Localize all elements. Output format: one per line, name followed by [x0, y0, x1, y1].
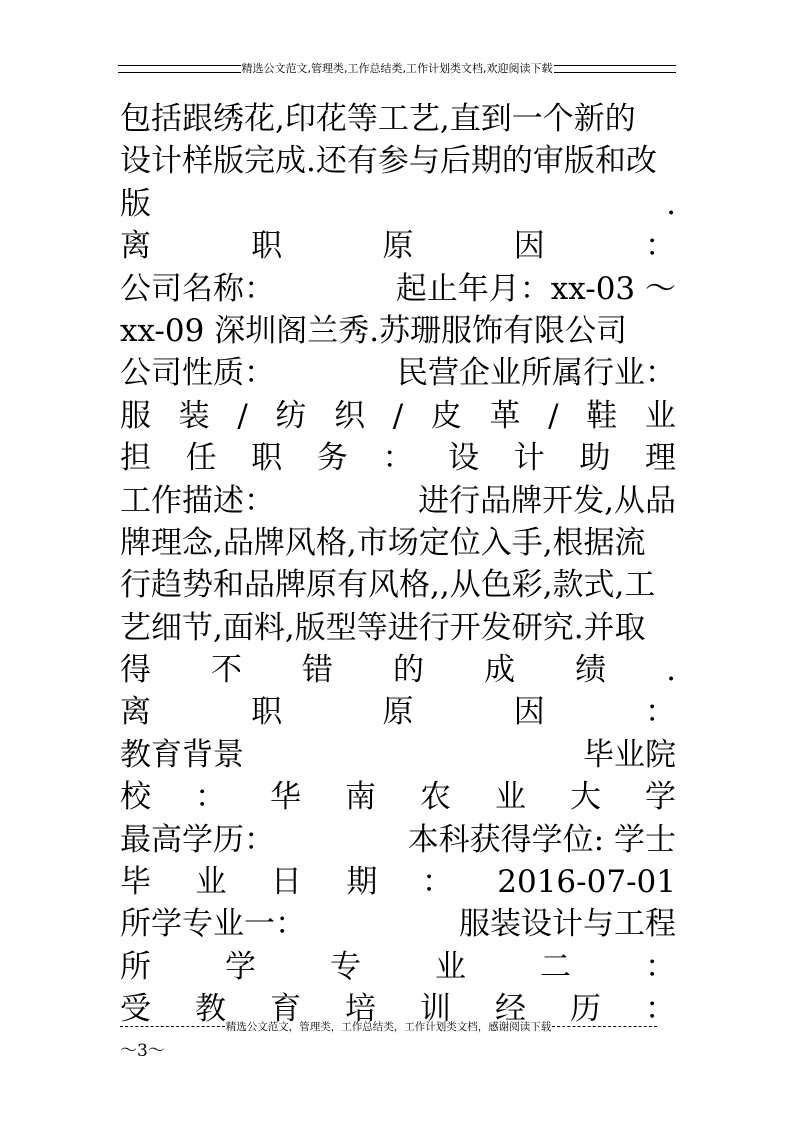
text-line	[120, 225, 676, 267]
text-segment: .	[666, 652, 676, 689]
text-line	[120, 776, 676, 818]
text-line	[120, 607, 676, 649]
text-segment: 专	[330, 948, 361, 985]
text-line	[120, 861, 676, 903]
text-line	[120, 352, 676, 394]
text-segment: 职	[251, 694, 283, 731]
text-segment: xx-09 深圳阁兰秀.苏珊服饰有限公司	[120, 312, 628, 349]
text-segment: 教育背景	[120, 736, 244, 773]
text-segment: ：	[382, 440, 414, 477]
footer-rule-left	[120, 1026, 225, 1027]
text-segment: 纺	[275, 397, 307, 434]
text-segment: 行趋势和品牌原有风格,,从色彩,款式,工	[120, 567, 656, 604]
text-segment: 计	[513, 440, 545, 477]
text-line	[120, 903, 676, 945]
text-segment: /	[548, 397, 559, 434]
text-segment: 设	[448, 440, 480, 477]
text-segment: 公司名称：	[120, 270, 275, 307]
text-segment: 所学专业一：	[120, 906, 306, 943]
text-segment: 业	[195, 864, 227, 901]
text-segment: 毕业院	[583, 736, 676, 773]
text-segment: 民营企业所属行业：	[397, 355, 676, 392]
text-segment: /	[392, 397, 404, 434]
text-segment: 2016-07-01	[497, 864, 676, 901]
header-text: 精选公文范文,管理类,工作总结类,工作计划类文档,欢迎阅读下载	[241, 62, 553, 75]
text-segment: 不	[211, 652, 243, 689]
text-segment: 二	[540, 948, 571, 985]
text-segment: 受	[120, 991, 151, 1028]
text-segment: 日	[270, 864, 302, 901]
text-line	[120, 649, 676, 691]
text-segment: 原	[382, 228, 414, 265]
text-segment: 公司性质：	[120, 355, 275, 392]
text-segment: 担	[120, 440, 151, 477]
text-segment: 业	[644, 397, 676, 434]
page-number: ～3～	[120, 1041, 165, 1061]
text-segment: 务	[316, 440, 348, 477]
text-segment: ：	[195, 779, 226, 816]
text-segment: /	[237, 397, 248, 434]
text-segment: 本科获得学位: 学士	[407, 821, 676, 858]
text-segment: 训	[420, 991, 451, 1028]
text-segment: 业	[495, 779, 526, 816]
text-segment: 职	[251, 440, 283, 477]
text-line	[120, 98, 676, 140]
text-segment: 版	[120, 185, 151, 222]
text-segment: 艺细节,面料,版型等进行开发研究.并取	[120, 609, 646, 646]
footer-banner	[120, 1019, 657, 1033]
text-line	[120, 437, 676, 479]
text-segment: 期	[346, 864, 378, 901]
text-segment: ：	[645, 991, 676, 1028]
text-segment: 服	[120, 397, 151, 434]
footer-text: 精选公文范文，管理类，工作总结类，工作计划类文档，感谢阅读下载	[225, 1020, 552, 1033]
text-segment: ：	[645, 228, 676, 265]
text-line	[120, 310, 676, 352]
header-rule-left	[118, 65, 241, 73]
text-line	[120, 734, 676, 776]
text-segment: 装	[178, 397, 210, 434]
text-line	[120, 564, 676, 606]
text-line	[120, 140, 676, 182]
text-segment: 南	[345, 779, 376, 816]
text-segment: .	[666, 185, 676, 222]
text-segment: ：	[421, 864, 453, 901]
text-segment: 培	[345, 991, 376, 1028]
text-segment: 教	[195, 991, 226, 1028]
text-segment: ：	[645, 948, 676, 985]
text-segment: 鞋	[586, 397, 618, 434]
text-segment: 所	[120, 948, 151, 985]
text-segment: 得	[120, 652, 151, 689]
text-line	[120, 946, 676, 988]
text-segment: 最高学历：	[120, 821, 275, 858]
text-segment: 大	[570, 779, 601, 816]
text-segment: 经	[495, 991, 526, 1028]
text-segment: 工作描述：	[120, 482, 275, 519]
text-segment: 原	[382, 694, 414, 731]
text-segment: 成	[484, 652, 516, 689]
text-segment: 进行品牌开发,从品	[418, 482, 676, 519]
text-segment: 革	[489, 397, 521, 434]
text-segment: 皮	[430, 397, 462, 434]
document-body	[120, 98, 676, 1031]
text-segment: 的	[393, 652, 425, 689]
text-line	[120, 691, 676, 733]
text-segment: 离	[120, 228, 151, 265]
text-segment: 因	[513, 228, 545, 265]
text-segment: 包括跟绣花,印花等工艺,直到一个新的	[120, 101, 636, 137]
text-segment: 任	[185, 440, 217, 477]
text-segment: 牌理念,品牌风格,市场定位入手,根据流	[120, 524, 646, 561]
text-segment: 学	[225, 948, 256, 985]
text-segment: 业	[435, 948, 466, 985]
header-banner	[118, 61, 676, 77]
text-line	[120, 819, 676, 861]
text-segment: ：	[645, 694, 676, 731]
text-segment: 织	[334, 397, 366, 434]
text-line	[120, 522, 676, 564]
text-segment: 育	[270, 991, 301, 1028]
text-line	[120, 183, 676, 225]
text-line	[120, 480, 676, 522]
text-segment: 农	[420, 779, 451, 816]
footer-rule-right	[552, 1026, 657, 1027]
text-segment: 学	[645, 779, 676, 816]
text-segment: 华	[270, 779, 301, 816]
text-line	[120, 395, 676, 437]
text-segment: 职	[251, 228, 283, 265]
text-segment: 设计样版完成.还有参与后期的审版和改	[120, 143, 657, 180]
text-segment: 服装设计与工程	[459, 906, 676, 943]
text-segment: 因	[513, 694, 545, 731]
text-segment: 助	[579, 440, 611, 477]
text-segment: 校	[120, 779, 151, 816]
text-segment: 历	[570, 991, 601, 1028]
text-segment: 绩	[575, 652, 607, 689]
text-segment: 理	[645, 440, 676, 477]
text-segment: 离	[120, 694, 151, 731]
text-segment: 毕	[120, 864, 151, 901]
text-segment: 错	[302, 652, 334, 689]
header-rule-right	[554, 65, 677, 73]
text-segment: 起止年月：xx-03 ～	[395, 270, 676, 307]
text-line	[120, 268, 676, 310]
